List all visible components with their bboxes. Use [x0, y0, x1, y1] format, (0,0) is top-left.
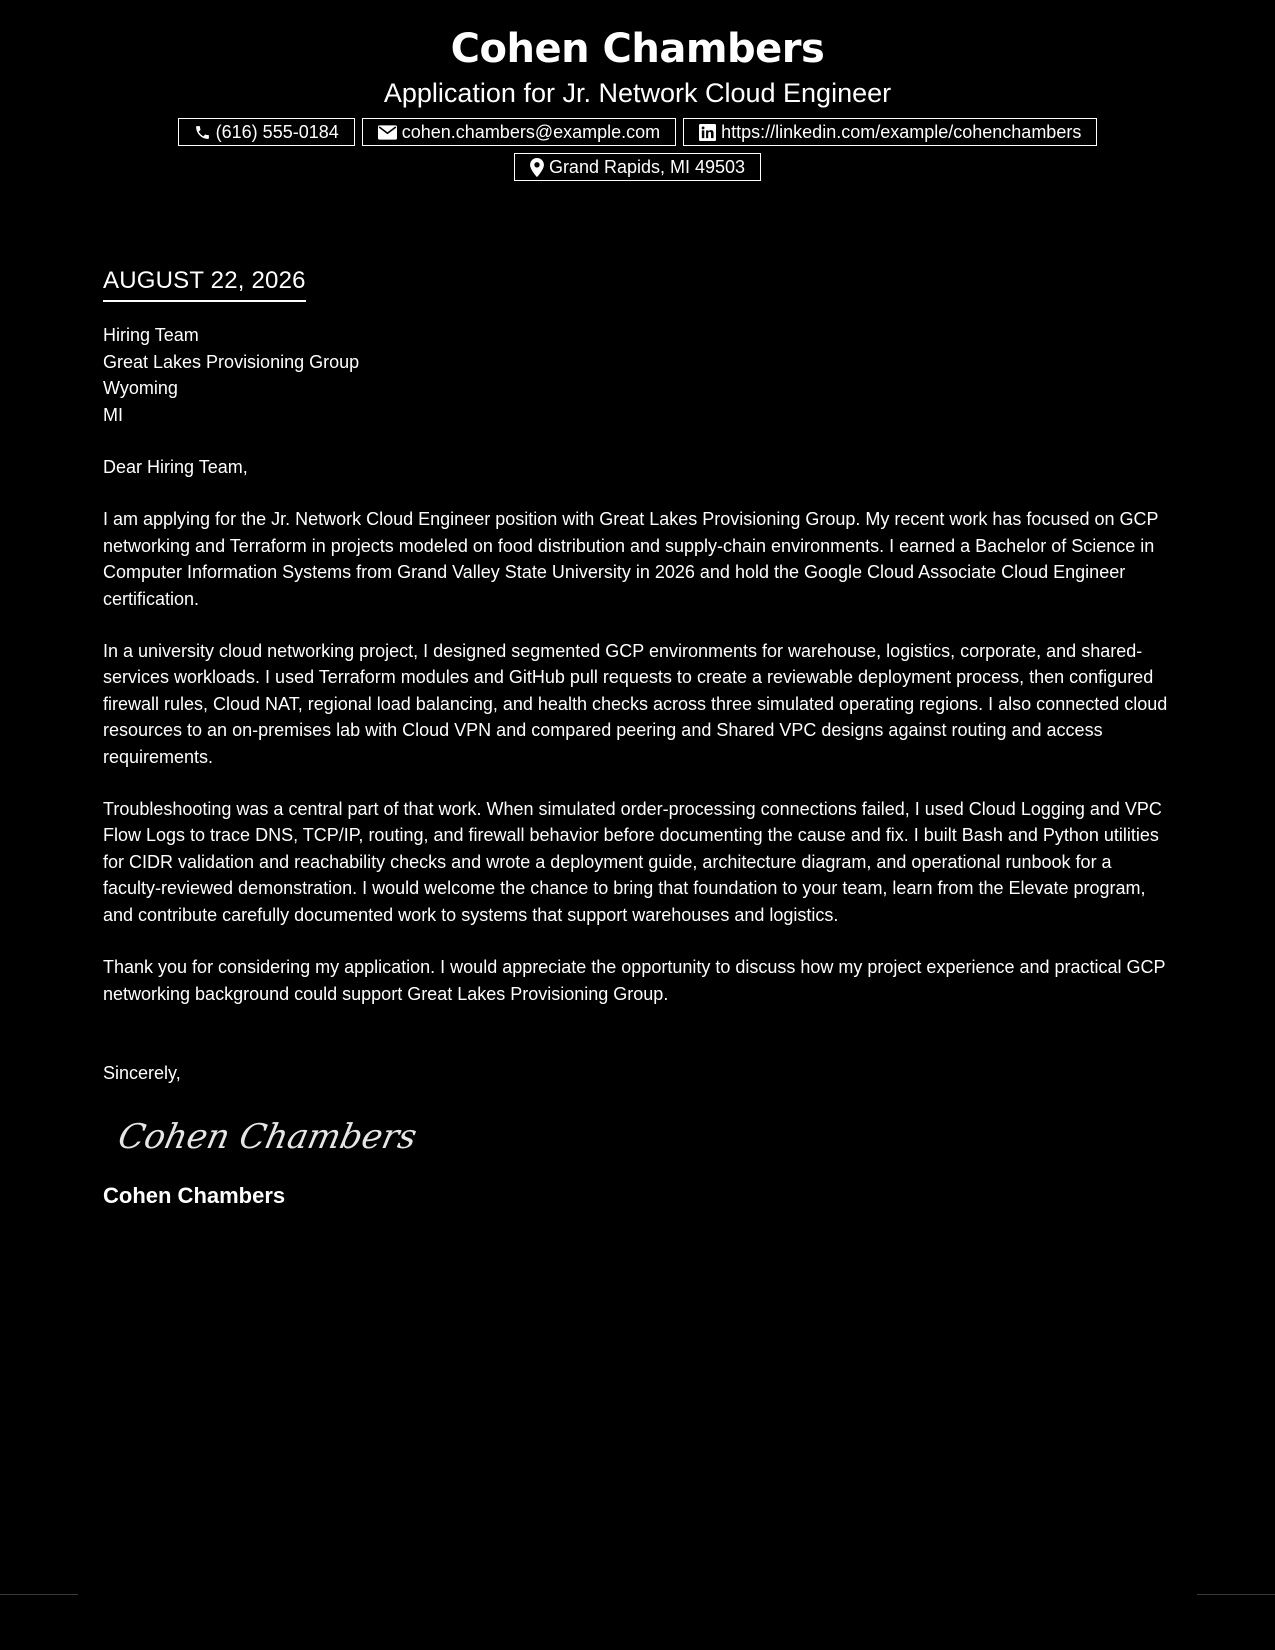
footer-divider-left: [0, 1594, 78, 1595]
location-text: Grand Rapids, MI 49503: [548, 157, 746, 177]
handwritten-signature: [111, 1108, 1173, 1168]
recipient-state: MI: [103, 404, 123, 425]
closing: Sincerely,: [103, 1062, 181, 1083]
phone-text: (616) 555-0184: [215, 122, 339, 142]
contact-location[interactable]: [514, 153, 761, 181]
application-subtitle: Application for Jr. Network Cloud Engineer: [383, 78, 892, 108]
signer-name: Cohen Chambers: [103, 1183, 286, 1209]
letter-date: AUGUST 22, 2026: [103, 266, 306, 302]
paragraph: In a university cloud networking project, I designed segmented GCP environments for warehouse, logistics, corporate, and shared-services workloads. I used Terraform modules and GitHub pull requests to create a reviewable deployment process, then configured firewall rules, Cloud NAT, regional load balancing, and health checks across three simulated operating regions. I also connected cloud resources to an on-premises lab with Cloud VPN and compared peering and Shared VPC designs against routing and access requirements.: [103, 641, 1168, 767]
footer-divider-right: [1197, 1594, 1275, 1595]
paragraph: Thank you for considering my application. I would appreciate the opportunity to discuss how my project experience and practical GCP networking background could support Great Lakes Provisioning Group.: [103, 957, 1166, 1004]
recipient-line: Hiring Team: [103, 325, 199, 345]
recipient-city: Wyoming: [103, 378, 178, 398]
contact-list: [138, 118, 1138, 146]
letter-header: [0, 22, 1275, 181]
linkedin-icon: [699, 124, 716, 141]
map-pin-icon: [530, 158, 544, 177]
contact-linkedin[interactable]: [683, 118, 1097, 146]
recipient-company: Great Lakes Provisioning Group: [103, 351, 360, 372]
envelope-icon: [378, 125, 397, 140]
contact-email[interactable]: [362, 118, 676, 146]
email-text: cohen.chambers@example.com: [401, 122, 661, 142]
contact-list-row-2: [138, 153, 1138, 181]
svg-text:Cohen Chambers: Cohen Chambers: [114, 1117, 421, 1158]
applicant-name: Cohen Chambers: [450, 26, 825, 72]
salutation: Dear Hiring Team,: [103, 457, 248, 477]
recipient-block: [103, 322, 1173, 428]
phone-icon: [194, 124, 211, 141]
contact-phone[interactable]: [178, 118, 355, 146]
paragraph: I am applying for the Jr. Network Cloud Engineer position with Great Lakes Provisioning Group. My recent work has focused on GCP networking and Terraform in projects modeled on food distribution and supply-chain environments. I earned a Bachelor of Science in Computer Information Systems from Grand Valley State University in 2026 and hold the Google Cloud Associate Cloud Engineer certification.: [103, 509, 1159, 609]
paragraph: Troubleshooting was a central part of that work. When simulated order-processing connections failed, I used Cloud Logging and VPC Flow Logs to trace DNS, TCP/IP, routing, and firewall behavior before documenting the cause and fix. I built Bash and Python utilities for CIDR validation and reachability checks and wrote a deployment guide, architecture diagram, and operational runbook for a faculty-reviewed demonstration. I would welcome the chance to bring that foundation to your team, learn from the Elevate program, and contribute carefully documented work to systems that support warehouses and logistics.: [103, 799, 1162, 925]
linkedin-text: https://linkedin.com/example/cohenchambers: [721, 122, 1082, 142]
letter-body: [103, 266, 1173, 1210]
